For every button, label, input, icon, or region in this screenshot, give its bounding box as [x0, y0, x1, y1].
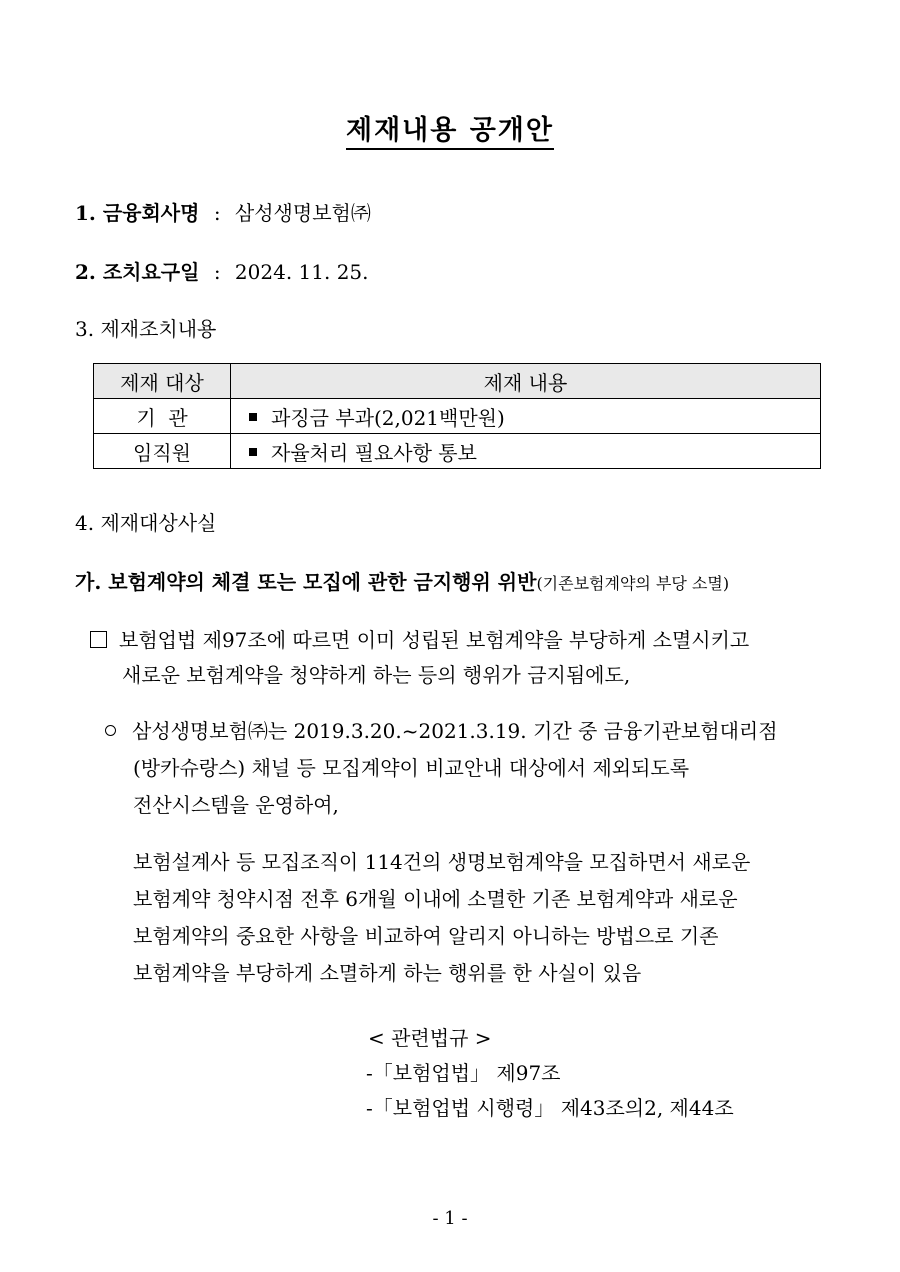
body-line1: 보험설계사 등 모집조직이 114건의 생명보험계약을 모집하면서 새로운: [133, 850, 751, 874]
company-line: [75, 197, 371, 226]
circle-paragraph-line3: 전산시스템을 운영하여,: [133, 793, 339, 817]
related-law-1: -「보험업법」 제97조: [366, 1061, 561, 1085]
square-bullet-icon: [249, 413, 257, 421]
table-header-row: [94, 364, 821, 399]
row-content: 과징금 부과(2,021백만원): [231, 399, 821, 434]
body-line4: 보험계약을 부당하게 소멸하게 하는 행위를 한 사실이 있음: [133, 961, 642, 985]
row-target: 임직원: [94, 434, 231, 469]
company-sep: :: [213, 201, 221, 225]
header-target: 제재 대상: [94, 364, 231, 399]
header-content: 제재 내용: [231, 364, 821, 399]
table-row: [94, 434, 821, 469]
box-paragraph-line1: 보험업법 제97조에 따르면 이미 성립된 보험계약을 부당하게 소멸시키고: [90, 624, 749, 653]
body-line3: 보험계약의 중요한 사항을 비교하여 알리지 아니하는 방법으로 기존: [133, 924, 719, 948]
circle-paragraph-line2: (방카슈랑스) 채널 등 모집계약이 비교안내 대상에서 제외되도록: [133, 756, 690, 780]
page-title: 제재내용 공개안: [0, 108, 900, 147]
square-bullet-icon: [249, 448, 257, 456]
sanction-heading: 3. 제재조치내용: [75, 317, 217, 341]
page-number: - 1 -: [432, 1208, 468, 1229]
checkbox-icon: [90, 631, 107, 648]
circle-bullet-icon: [105, 725, 116, 736]
section-ga-title: 가. 보험계약의 체결 또는 모집에 관한 금지행위 위반: [75, 570, 537, 594]
facts-heading: 4. 제재대상사실: [75, 511, 217, 535]
table-row: [94, 399, 821, 434]
related-laws-heading: < 관련법규 >: [368, 1026, 492, 1050]
sanction-table: [93, 363, 821, 469]
section-ga-heading: [75, 566, 729, 595]
related-law-2: -「보험업법 시행령」 제43조의2, 제44조: [366, 1096, 734, 1120]
circle-paragraph-line1: 삼성생명보험㈜는 2019.3.20.~2021.3.19. 기간 중 금융기관보험대리점: [105, 715, 778, 744]
company-value: 삼성생명보험㈜: [234, 201, 371, 225]
date-line: [75, 256, 369, 285]
row-content: 자율처리 필요사항 통보: [231, 434, 821, 469]
box-paragraph-line2: 새로운 보험계약을 청약하게 하는 등의 행위가 금지됨에도,: [122, 663, 631, 687]
date-label: 2. 조치요구일: [75, 260, 200, 284]
body-line2: 보험계약 청약시점 전후 6개월 이내에 소멸한 기존 보험계약과 새로운: [133, 887, 738, 911]
date-sep: :: [213, 260, 221, 284]
company-label: 1. 금융회사명: [75, 201, 200, 225]
date-value: 2024. 11. 25.: [234, 260, 369, 284]
row-target: 기 관: [94, 399, 231, 434]
section-ga-subtitle: (기존보험계약의 부당 소멸): [536, 574, 730, 593]
